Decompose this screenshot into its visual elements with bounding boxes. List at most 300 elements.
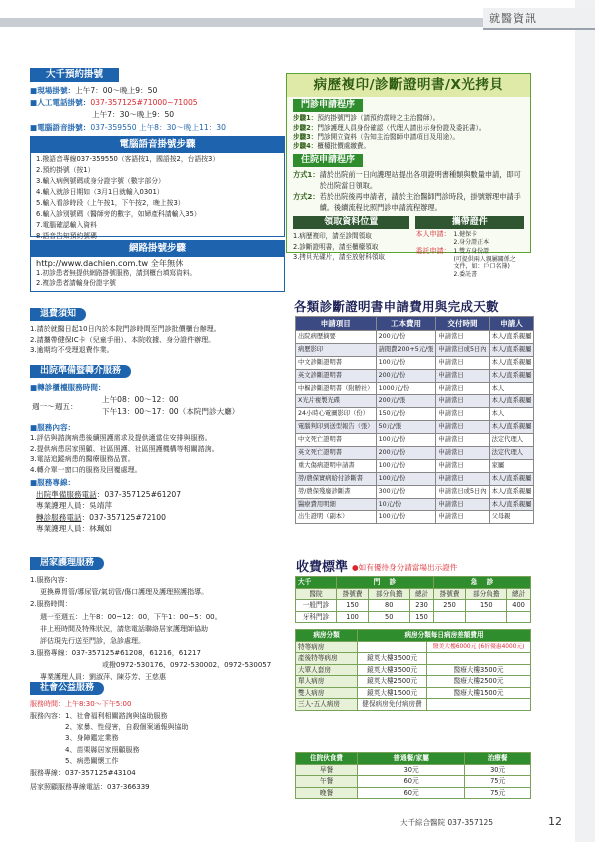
social-content-item: 4、苗栗縣居家照顧服務 [65, 745, 140, 754]
fees-cell: 請閱費200+5元/張 [376, 343, 436, 356]
web-url-row [31, 257, 284, 269]
content-title: ■服務內容： [30, 422, 76, 432]
fees-row [296, 485, 534, 498]
web-step-item: 2.複診患者請輸身份證字號 [36, 278, 116, 287]
reg-sub-cell: 總計 [410, 588, 434, 600]
fees-row [296, 434, 534, 447]
meal-header-cell: 治療餐 [465, 753, 531, 765]
outpatient-step-text: 預約掛號門診（請預約當時之主治醫師）。 [317, 114, 440, 123]
refund-title: 退費須知 [30, 308, 86, 321]
homecare-line: 評估現先行送至門診，急診處理。 [40, 636, 145, 645]
fees-title: 各類診斷證明書申請費用與完成天數 [294, 299, 499, 314]
homecare-list [30, 574, 285, 683]
reg-sub-cell: 部分負擔 [369, 588, 410, 600]
fees-cell: 申請當日 [436, 369, 489, 382]
meal-header-cell: 住院伙食費 [296, 753, 358, 765]
appointment-line [30, 122, 285, 134]
reg-top-word: 診 [486, 578, 494, 587]
appointment-value: 037-359550 上午8：30～晚上11：30 [90, 122, 226, 132]
refund-item: 3.逾期均不受理退費作業。 [30, 346, 114, 355]
web-step-item: 1.初診患者無提供網路掛號服務，請到櫃台填寫資料。 [36, 269, 197, 278]
social-content-item: 3、身障鑑定業務 [65, 734, 119, 743]
reg-sub-cell: 部分負擔 [466, 588, 507, 600]
proxy-doc-item: 1.雙方身份證 [453, 247, 490, 255]
outpatient-step-text: 櫃檯批價處繳費。 [317, 142, 371, 151]
fees-cell: 中樞診斷證明書（附贈社） [296, 382, 377, 395]
proxy-doc-item: 文件，如：戶口名簿) [453, 263, 510, 271]
proxy-row [415, 248, 524, 279]
self-label: 本人申請： [415, 230, 451, 239]
hotline-row [36, 500, 285, 512]
fees-cell: 申請當日 [436, 331, 489, 344]
reg-cell: 150 [336, 600, 368, 612]
reg-cell: 150 [410, 611, 434, 623]
fees-cell: 醫療費用明細 [296, 498, 377, 511]
ward-cell: 單人病房 [296, 676, 358, 688]
appointment-label: 人工電話掛號： [37, 98, 91, 108]
web-steps-list [31, 269, 284, 288]
fees-cell: 200元/份 [376, 369, 436, 382]
fees-cell: 家屬 [489, 459, 534, 472]
fees-cell: 本人 [489, 408, 534, 421]
fees-row [296, 369, 534, 382]
appointment-value: 037-357125#71000~71005 [90, 98, 198, 108]
fees-header-cell: 交付時間 [436, 317, 489, 331]
self-row [415, 231, 524, 247]
homecare-line: 週一至週五：上午8：00~12：00，下午1：00~5：00。 [40, 612, 222, 621]
fees-row [296, 421, 534, 434]
outpatient-step-text: 門診開立資料（告知主治醫師申請項目及用途）。 [317, 132, 460, 141]
fees-cell: 勞/農保實病給付診斷書 [296, 472, 377, 485]
ward-cell: 醫療大樓3500元 [427, 664, 531, 676]
fees-cell: 本人/直系親屬 [489, 485, 534, 498]
fees-row [296, 408, 534, 421]
reg-cell: 100 [336, 611, 368, 623]
outpatient-step-label: 步驟1： [293, 114, 318, 123]
fees-row [296, 447, 534, 460]
hotline-number: ：吳靖萍 [81, 501, 112, 511]
fees-cell: 本人/直系親屬 [489, 356, 534, 369]
ward-cell: 三人-五人病房 [296, 699, 358, 711]
homecare-line: 3.服務專線：037-357125#61208，61216，61217 [30, 648, 201, 657]
ward-cell: 醫療大樓1500元 [427, 687, 531, 699]
reg-sub-cell: 總計 [507, 588, 531, 600]
fees-header-cell: 申請項目 [296, 317, 377, 331]
pm-hours: 下午13：00～17：00（本院門診大廳） [102, 406, 240, 416]
voice-step-item: 2.預約掛號（按1） [36, 165, 95, 174]
social-content-item: 2、家暴、性侵害，自殺個案通報與協助 [65, 723, 189, 732]
fees-cell: 英文死亡證明書 [296, 447, 377, 460]
fees-cell: 100元/份 [376, 511, 436, 524]
meal-header-row [296, 753, 531, 765]
fees-cell: 本人/直系親屬 [489, 369, 534, 382]
social-section [30, 682, 285, 794]
fees-cell: 英文診斷證明書 [296, 369, 377, 382]
meal-row [296, 764, 531, 776]
fees-cell: 申請當日 [436, 356, 489, 369]
footer-hospital: 大千綜合醫院 037-357125 [400, 818, 494, 827]
voice-step-item: 6.輸入診別號碼（醫師旁的數字，如婦產科請輸入35） [36, 209, 201, 218]
ward-cell [427, 653, 531, 665]
web-url-link[interactable]: http://www.dachien.com.tw [36, 257, 149, 268]
fees-cell: 150元/份 [376, 408, 436, 421]
fees-cell: 100元/份 [376, 434, 436, 447]
hotline-number: ：037-357125#72100 [81, 512, 166, 522]
reg-cell: 一般門診 [296, 600, 337, 612]
reg-row [296, 611, 531, 623]
ward-cell: 醫美大樓6000元 (6折優惠4000元) [427, 641, 531, 653]
reg-sub-cell: 掛號費 [433, 588, 465, 600]
ward-header-row [296, 630, 531, 642]
meal-cell: 75元 [465, 776, 531, 788]
fees-header-row [296, 317, 534, 331]
web-steps-title: 網路掛號步驟 [31, 241, 284, 257]
page-edge-strip [575, 0, 595, 842]
fees-body [296, 331, 534, 524]
appointment-value: 上午7：30～晚上9：50 [92, 110, 175, 120]
fees-row [296, 331, 534, 344]
fees-cell: 本人/直系親屬 [489, 343, 534, 356]
fees-cell: 申請當日 [436, 434, 489, 447]
refund-list [30, 324, 285, 356]
docs-col [415, 216, 524, 279]
outpatient-step [293, 133, 524, 142]
inpatient-title: 住院申請程序 [293, 154, 363, 167]
ward-row [296, 653, 531, 665]
fees-cell: 法定代理人 [489, 447, 534, 460]
ward-cell: 特等病房 [296, 641, 358, 653]
hotline-title: ■服務專線： [30, 478, 76, 488]
self-doc-item: 1.健保卡 [453, 231, 478, 239]
meal-cell: 早餐 [296, 764, 358, 776]
meal-header-cell: 普通餐/家屬 [358, 753, 465, 765]
fees-row [296, 459, 534, 472]
hotline-label: 出院準備服務電話 [36, 489, 97, 499]
fees-row [296, 356, 534, 369]
outpatient-title: 門診申請程序 [293, 99, 363, 112]
ward-fee-table [295, 629, 531, 711]
reg-sub-header [296, 588, 531, 600]
ward-cell: 鏡英大樓1500元 [358, 687, 427, 699]
bullet-icon: ■ [30, 122, 38, 132]
meal-cell: 60元 [358, 776, 465, 788]
ward-header-cell: 病房分類每日病房差額費用 [358, 630, 531, 642]
registration-fee-table [295, 576, 531, 623]
fees-row [296, 382, 534, 395]
fees-cell: 50元/張 [376, 421, 436, 434]
homecare-line: 1.服務內容： [30, 576, 72, 585]
fees-cell: 本人/直系親屬 [489, 395, 534, 408]
meal-cell: 60元 [358, 787, 465, 799]
ward-cell: 鏡英大樓3500元 [358, 653, 427, 665]
appointment-section [30, 68, 285, 134]
discharge-content-item: 1.評估與諮詢病患後續照護需求及提供適當住安排與服務。 [30, 434, 212, 443]
fees-row [296, 472, 534, 485]
reg-top-header [296, 577, 531, 589]
ward-cell: 雙人病房 [296, 687, 358, 699]
meal-body [296, 764, 531, 799]
reg-top-cell [336, 577, 433, 589]
fees-cell: 申請當日或5日內 [436, 485, 489, 498]
self-doc-item: 2.身分證正本 [453, 239, 490, 247]
fees-cell: 本人/直系親屬 [489, 421, 534, 434]
self-list [453, 231, 489, 247]
reg-cell: 150 [466, 600, 507, 612]
window-hours [30, 394, 285, 420]
reg-top-word: 門 [373, 578, 381, 587]
header-bar [0, 18, 555, 27]
fees-cell: 重大傷病證明申請書 [296, 459, 377, 472]
homecare-line: 專業護理人員：劉淑萍、陳芬芳、王慈惠 [40, 673, 166, 681]
fees-cell: 申請當日 [436, 447, 489, 460]
longterm-hotline: 居家照顧服務專線電話：037-366339 [30, 783, 150, 792]
inpatient-step-label: 方式1： [293, 170, 320, 179]
fees-cell: 本人/直系親屬 [489, 498, 534, 511]
discharge-content-item: 4.轉介單一窗口的服務及回覆處理。 [30, 465, 142, 474]
hotline-row [36, 489, 285, 501]
outpatient-step [293, 142, 524, 151]
homecare-line: 非上班時間及特殊狀況，請您電話聯絡居家護理師協助 [40, 624, 208, 633]
section-title: 就醫資訊 [489, 12, 537, 25]
fees-cell: 申請當日 [436, 382, 489, 395]
fees-cell: 申請當日 [436, 472, 489, 485]
social-content-item: 5、病患關懷工作 [65, 757, 119, 766]
appointment-value: 上午7：00～晚上9：50 [75, 85, 158, 95]
fees-cell: 出生證明（副本） [296, 511, 377, 524]
meal-fee-table [295, 752, 531, 799]
inpatient-step-label: 方式2： [293, 192, 320, 201]
weekday-label: 週一～週五： [32, 401, 78, 411]
voice-step-item: 5.輸入看診時段（上午按1，下午按2，晚上按3） [36, 198, 185, 207]
hotline-label: 轉診服務電話 [36, 512, 82, 522]
reg-cell [507, 611, 531, 623]
proxy-list [453, 248, 515, 279]
fees-cell: X光片複製光碟 [296, 395, 377, 408]
voice-step-item: 4.輸入就診日期如（3月1日就輸入0301） [36, 187, 164, 196]
homecare-line: 2.服務時間： [30, 600, 72, 609]
fees-cell: 200元/張 [376, 395, 436, 408]
reg-top-word: 診 [389, 578, 397, 587]
social-hotline: 服務專線：037-357125#43104 [30, 768, 136, 777]
social-title: 社會公益服務 [30, 682, 104, 695]
social-content-row [30, 711, 285, 768]
outpatient-step-label: 步驟2： [293, 123, 318, 132]
discharge-hotlines [30, 489, 285, 535]
ward-cell: 大單人套房 [296, 664, 358, 676]
pickup-item: 2.診斷證明書，請至櫃檯領取 [293, 242, 379, 251]
social-content-item: 1、社會福利相關諮詢與協助服務 [65, 711, 168, 720]
pickup-item: 3.拷貝光碟片，請至放射科領取 [293, 253, 386, 262]
hotline-label: 專業護理人員 [36, 524, 82, 534]
fees-row [296, 511, 534, 524]
social-time: 上午8:30～下午5:00 [65, 700, 132, 709]
fees-cell: 申請當日 [436, 459, 489, 472]
charges-title-row [296, 560, 457, 576]
reg-row [296, 600, 531, 612]
homecare-title: 居家護理服務 [30, 557, 104, 570]
discharge-body [30, 382, 285, 535]
appointment-lines [30, 85, 285, 134]
pickup-col [293, 216, 409, 279]
outpatient-step [293, 124, 524, 133]
reg-cell: 50 [369, 611, 410, 623]
ward-row [296, 699, 531, 711]
page-number: 12 [548, 815, 562, 828]
fees-cell: 出院病歷摘要 [296, 331, 377, 344]
fees-table [295, 316, 534, 524]
bullet-icon: ■ [30, 98, 38, 108]
hotline-number: ：037-357125#61207 [96, 489, 182, 499]
outpatient-step-label: 步驟4： [293, 142, 318, 151]
appointment-label: 電腦語音掛號： [37, 122, 91, 132]
voice-step-item: 8.語音告知預約號碼 [36, 231, 97, 240]
fees-cell: 100元/份 [376, 459, 436, 472]
fees-row [296, 498, 534, 511]
reg-cell: 250 [433, 600, 465, 612]
social-content-label: 服務內容： [30, 711, 65, 720]
social-time-label: 服務時間： [30, 700, 65, 709]
appointment-line [30, 109, 285, 121]
outpatient-list [293, 114, 524, 152]
docs-title: 攜帶證件 [415, 216, 524, 229]
charges-note: ●如有優待身分請當場出示證件 [352, 563, 458, 573]
refund-section [30, 308, 285, 356]
voice-step-item: 3.輸入病例號碼或身分證字號（數字部分） [36, 176, 165, 185]
bullet-icon: ■ [30, 85, 38, 95]
inpatient-step [293, 191, 524, 213]
ward-header-cell: 病房分類 [296, 630, 358, 642]
reg-top-cell [433, 577, 530, 589]
discharge-section [30, 365, 285, 535]
hotline-number: ：林珮如 [81, 524, 112, 534]
reg-cell: 牙科門診 [296, 611, 337, 623]
pickup-list [293, 231, 409, 263]
fees-cell: 1000元/份 [376, 382, 436, 395]
records-body [287, 97, 530, 281]
appointment-title: 大千預約掛號 [30, 68, 119, 82]
ward-body [296, 641, 531, 710]
ward-cell: 醫療大樓2500元 [427, 676, 531, 688]
appointment-line [30, 97, 285, 109]
hotline-label: 專業護理人員 [36, 501, 82, 511]
fees-header-cell: 申請人 [489, 317, 534, 331]
social-body [30, 699, 285, 793]
inpatient-list [293, 169, 524, 213]
charges-title: 收費標準 [296, 560, 349, 575]
fees-cell: 10元/份 [376, 498, 436, 511]
reg-cell [433, 611, 465, 623]
records-title: 病歷複印/診斷證明書/X光拷貝 [287, 74, 530, 97]
outpatient-step-label: 步驟3： [293, 132, 318, 141]
ward-cell: 鏡英大樓2500元 [358, 676, 427, 688]
ward-row [296, 687, 531, 699]
outpatient-step [293, 114, 524, 123]
meal-cell: 30元 [358, 764, 465, 776]
meal-cell: 30元 [465, 764, 531, 776]
fees-cell: 申請當日 [436, 395, 489, 408]
pickup-docs-row [293, 216, 524, 279]
fees-cell: 本人 [489, 382, 534, 395]
fees-cell: 申請當日 [436, 408, 489, 421]
fees-cell: 申請當日 [436, 511, 489, 524]
homecare-line: 或撥0972-530176、0972-530002、0972-530057 [102, 660, 272, 669]
reg-top-cell: 大千 [296, 577, 337, 589]
fees-cell: 本人/直系親屬 [489, 331, 534, 344]
discharge-content-item: 3.電話追蹤病患的醫療服務品質。 [30, 455, 135, 464]
pickup-item: 1.病歷複印，請至診間領取 [293, 232, 372, 241]
ward-row [296, 676, 531, 688]
hotline-row [36, 512, 285, 524]
homecare-line: 更換鼻胃管/導尿管/氣切管/傷口護理及護理照護指導。 [40, 588, 209, 597]
fees-header-cell: 工本費用 [376, 317, 436, 331]
ward-row [296, 664, 531, 676]
fees-cell: 中文診斷證明書 [296, 356, 377, 369]
proxy-doc-item: 2.委託書 [453, 271, 478, 279]
window-title: ■轉診櫃檯服務時間： [30, 383, 106, 393]
fees-cell: 200元/份 [376, 331, 436, 344]
reg-cell: 230 [410, 600, 434, 612]
reg-sub-cell: 醫院 [296, 588, 337, 600]
fees-row [296, 395, 534, 408]
voice-steps-list [31, 153, 284, 243]
fees-cell: 勞/農保殘廢診斷書 [296, 485, 377, 498]
meal-cell: 75元 [465, 787, 531, 799]
fees-cell: 本人/直系親屬 [489, 472, 534, 485]
hotline-row [36, 523, 285, 535]
fees-cell: 父母親 [489, 511, 534, 524]
fees-cell: 中文死亡證明書 [296, 434, 377, 447]
reg-cell: 80 [369, 600, 410, 612]
social-time-row [30, 699, 285, 710]
voice-steps-box [30, 136, 285, 240]
reg-body [296, 600, 531, 623]
inpatient-step [293, 169, 524, 191]
voice-steps-title: 電腦語音掛號步驟 [31, 137, 284, 153]
web-steps-box [30, 240, 285, 292]
fees-cell: 100元/份 [376, 472, 436, 485]
fees-cell: 申請當日或5日內 [436, 343, 489, 356]
proxy-label: 委託申請： [415, 246, 451, 255]
reg-top-word: 急 [470, 578, 478, 587]
meal-cell: 午餐 [296, 776, 358, 788]
voice-step-item: 1.撥語音專線037-359550（客語按1，國語按2，台語按3） [36, 154, 220, 163]
fees-cell: 病歷影印 [296, 343, 377, 356]
pickup-title: 領取資料位置 [293, 216, 409, 229]
fees-cell: 申請當日 [436, 498, 489, 511]
proxy-doc-item: (可提供兩人親屬關係之 [453, 255, 516, 263]
appointment-line [30, 85, 285, 97]
inpatient-step-text: 請於出院前一日向護理站提出各項證明書種類與數量申請，即可於出院當日領取。 [319, 170, 521, 190]
web-url-note: 全年無休 [150, 257, 184, 268]
ward-row [296, 641, 531, 653]
records-box [286, 73, 531, 279]
meal-row [296, 787, 531, 799]
reg-cell [466, 611, 507, 623]
ward-cell: 鏡英大樓3500元 [358, 664, 427, 676]
appointment-label: 現場掛號： [37, 85, 76, 95]
reg-sub-cell: 掛號費 [336, 588, 368, 600]
outpatient-step-text: 門診護理人員身份確認（代理人請出示身份證及委託書）。 [317, 123, 486, 132]
fees-cell: 申請當日 [436, 421, 489, 434]
am-hours: 上午08：00～12：00 [102, 394, 179, 404]
ward-cell [427, 699, 531, 711]
fees-cell: 100元/份 [376, 356, 436, 369]
social-content-list [65, 711, 188, 768]
discharge-title: 出院準備暨轉介服務 [30, 365, 131, 378]
meal-cell: 晚餐 [296, 787, 358, 799]
reg-cell: 400 [507, 600, 531, 612]
ward-cell [358, 641, 427, 653]
